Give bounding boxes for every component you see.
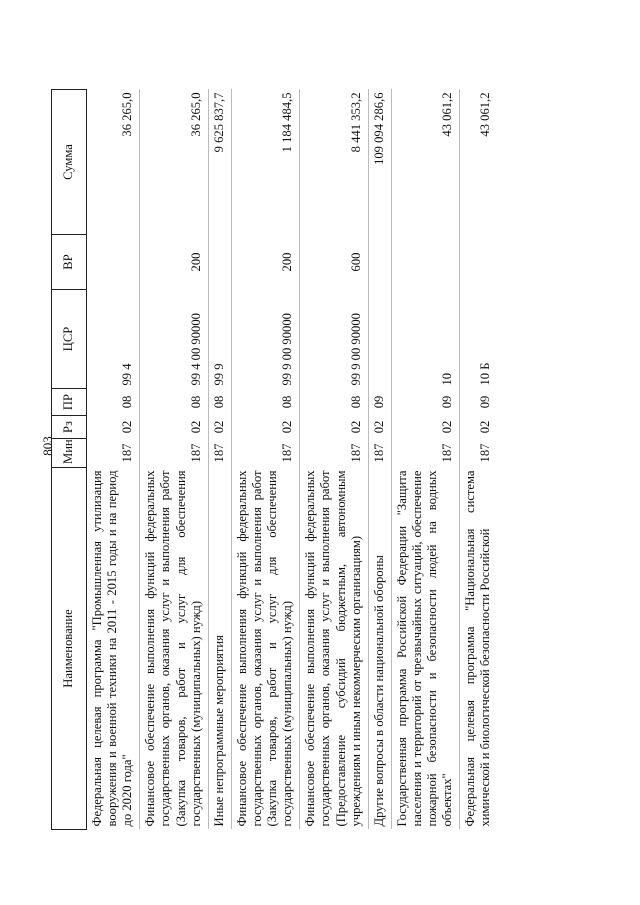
row-rz: 02 bbox=[208, 416, 231, 439]
row-min: 187 bbox=[300, 439, 368, 468]
table-row bbox=[391, 90, 459, 830]
row-pr: 08 bbox=[231, 389, 299, 416]
row-name: Федеральная целевая программа "Национальная система химической и биологической безопасности Российской bbox=[460, 468, 498, 830]
row-rz: 02 bbox=[368, 416, 391, 439]
row-csr: 99 4 00 90000 bbox=[140, 290, 208, 389]
header-csr: ЦСР bbox=[52, 290, 87, 389]
row-csr: 99 9 00 90000 bbox=[231, 290, 299, 389]
row-sum: 8 441 353,2 bbox=[300, 90, 368, 235]
row-name: Финансовое обеспечение выполнения функций федеральных государственных органов, оказания услуг и выполнения работ (Предоставление субсидий бюджетным, автономным учреждениям и иным некоммерческим организациям) bbox=[300, 468, 368, 830]
row-vr bbox=[391, 235, 459, 290]
row-csr: 10 Б bbox=[460, 290, 498, 389]
table-row bbox=[368, 90, 391, 830]
row-vr: 200 bbox=[231, 235, 299, 290]
row-min: 187 bbox=[391, 439, 459, 468]
header-min: Мин bbox=[52, 439, 87, 468]
row-min: 187 bbox=[460, 439, 498, 468]
page-number: 803 bbox=[40, 436, 55, 456]
row-name: Государственная программа Российской Федерации "Защита населения и территорий от чрезвычайных ситуаций, обеспечение пожарной безопасности и безопасности людей на водных объектах" bbox=[391, 468, 459, 830]
table-row bbox=[460, 90, 498, 830]
row-pr: 08 bbox=[208, 389, 231, 416]
row-name: Финансовое обеспечение выполнения функций федеральных государственных органов, оказания услуг и выполнения работ (Закупка товаров, работ и услуг для обеспечения государственных (муниципальных) нужд) bbox=[140, 468, 208, 830]
row-sum: 36 265,0 bbox=[140, 90, 208, 235]
row-name: Федеральная целевая программа "Промышленная утилизация вооружения и военной техники на 2011 - 2015 годы и на период до 2020 года" bbox=[90, 470, 135, 827]
table-row bbox=[231, 90, 299, 830]
row-min: 187 bbox=[208, 439, 231, 468]
table-header-row bbox=[52, 90, 87, 830]
row-sum: 36 265,0 bbox=[120, 92, 135, 137]
row-vr bbox=[208, 235, 231, 290]
row-sum: 43 061,2 bbox=[391, 90, 459, 235]
row-rz: 02 bbox=[231, 416, 299, 439]
header-pr: ПР bbox=[52, 389, 87, 416]
row-csr: 99 9 00 90000 bbox=[300, 290, 368, 389]
row-vr bbox=[368, 235, 391, 290]
row-sum: 109 094 286,6 bbox=[368, 90, 391, 235]
row-vr: 600 bbox=[300, 235, 368, 290]
table-row bbox=[87, 90, 140, 830]
table-row bbox=[208, 90, 231, 830]
row-rz: 02 bbox=[460, 416, 498, 439]
row-pr: 09 bbox=[391, 389, 459, 416]
row-pr: 08 bbox=[120, 395, 135, 409]
row-name: Другие вопросы в области национальной обороны bbox=[368, 468, 391, 830]
row-sum: 43 061,2 bbox=[460, 90, 498, 235]
row-rz: 02 bbox=[140, 416, 208, 439]
row-csr: 99 4 bbox=[120, 363, 135, 386]
row-sum: 9 625 837,7 bbox=[208, 90, 231, 235]
row-min: 187 bbox=[120, 443, 135, 463]
row-pr: 08 bbox=[300, 389, 368, 416]
row-min: 187 bbox=[140, 439, 208, 468]
header-sum: Сумма bbox=[52, 90, 87, 235]
row-rz: 02 bbox=[391, 416, 459, 439]
row-rz: 02 bbox=[120, 420, 135, 434]
table-row bbox=[300, 90, 368, 830]
row-vr bbox=[87, 235, 140, 290]
header-name: Наименование bbox=[52, 468, 87, 830]
row-sum: 1 184 484,5 bbox=[231, 90, 299, 235]
row-pr: 08 bbox=[140, 389, 208, 416]
row-pr: 09 bbox=[368, 389, 391, 416]
budget-table bbox=[51, 89, 498, 830]
row-name: Иные непрограммные мероприятия bbox=[208, 468, 231, 830]
row-name: Финансовое обеспечение выполнения функций федеральных государственных органов, оказания услуг и выполнения работ (Закупка товаров, работ и услуг для обеспечения государственных (муниципальных) нужд) bbox=[231, 468, 299, 830]
row-csr: 10 bbox=[391, 290, 459, 389]
row-csr bbox=[368, 290, 391, 389]
row-rz: 02 bbox=[300, 416, 368, 439]
row-vr bbox=[460, 235, 498, 290]
row-csr: 99 9 bbox=[208, 290, 231, 389]
row-pr: 09 bbox=[460, 389, 498, 416]
rotated-page bbox=[51, 90, 604, 830]
header-vr: ВР bbox=[52, 235, 87, 290]
row-vr: 200 bbox=[140, 235, 208, 290]
row-min: 187 bbox=[231, 439, 299, 468]
table-row bbox=[140, 90, 208, 830]
header-rz: Рз bbox=[52, 416, 87, 439]
row-min: 187 bbox=[368, 439, 391, 468]
